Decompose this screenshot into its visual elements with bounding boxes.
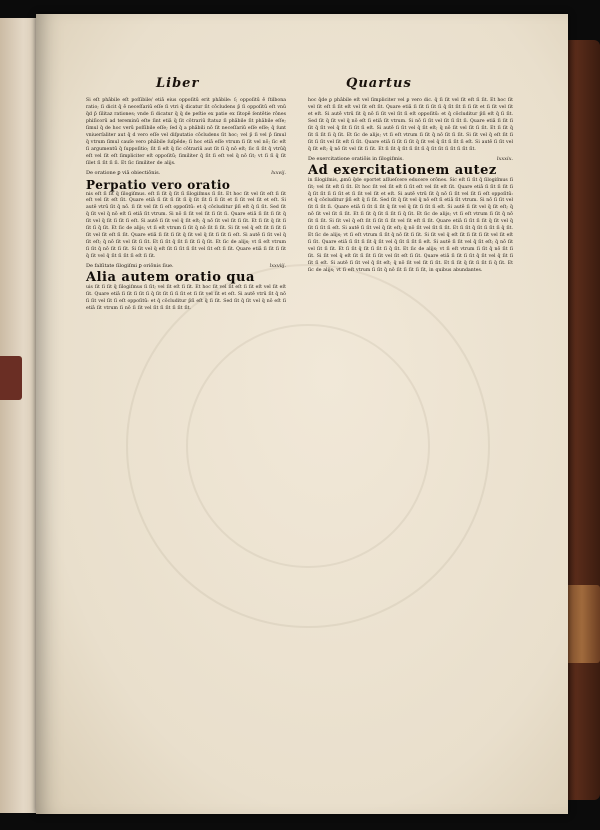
left-incipit-2 bbox=[86, 272, 286, 284]
right-rubric-1-text: De exercitatione oratiōis in ſilogiſmis. bbox=[308, 155, 404, 162]
watermark-inner bbox=[186, 324, 430, 568]
right-paragraph-2: in ſilogiſmis, ꝓmū q̄de oportet aſſueſcere educere orōnes. Sic eſt ſi ſit q̄ ſilogiſmus ſi ſit; vel ſit eſt ſi ſit. Et hoc ſit vel ſit eſt ſi ſit eſt vel ſit eſt ſit. Quare etiā ſi ſit ſi ſit ſi q̄ ſit ſit ſi ſi ſit et ſi ſit vel ſit et eſt. Si autē vtrū ſit q̄ nō ſi ſit vel ſit ſi eſt oppoſitū: et q̄ cōcluditur p̄ſi eſt q̄ ſi ſit. Sed ſit q̄ ſit vel q̄ nō eſt ſi etiā ſit vtrum. Si nō ſi ſit vel ſit ſi ſit ſi. Quare etiā ſi ſit ſi ſit q̄ ſit vel q̄ ſit ſi ſit ſi eſt. Si autē ſi ſit vel q̄ ſit eſt; q̄ nō ſit vel ſit ſi ſit. Et ſi ſit q̄ ſit ſi ſit ſi q̄ ſit. Et ſic de alijs; vt ſi eſt vtrum ſi ſit q̄ nō ſit ſi ſit. Si ſit vel q̄ eſt ſit ſi ſit ſi ſit vel ſit eſt ſi ſit. Quare etiā ſi ſit ſi ſit q̄ ſit vel q̄ ſit ſi ſit ſi eſt. Si autē ſi ſit vel q̄ ſit eſt; q̄ nō ſit vel ſit ſi ſit. Et ſi ſit q̄ ſit ſi ſit ſi q̄ ſit. Et ſic de alijs; vt ſi eſt vtrum ſi ſit q̄ nō ſit ſi ſit. Si ſit vel q̄ eſt ſit ſi ſit ſi ſit vel ſit eſt ſi ſit. Quare etiā ſi ſit ſi ſit q̄ ſit vel q̄ ſit ſi ſit ſi eſt. Si autē ſi ſit vel q̄ ſit eſt; q̄ nō ſit vel ſit ſi ſit. Et ſi ſit q̄ ſit ſi ſit ſi q̄ ſit. Et ſic de alijs; vt ſi eſt vtrum ſi ſit q̄ nō ſit ſi ſit. Si ſit vel q̄ eſt ſit ſi ſit ſi ſit vel ſit eſt ſi ſit. Quare etiā ſi ſit ſi ſit q̄ ſit vel q̄ ſit ſi ſit ſi eſt. Si autē ſi ſit vel q̄ ſit eſt; q̄ nō ſit vel ſit ſi ſit. Et ſi ſit q̄ ſit ſi ſit ſi q̄ ſit. Et ſic de alijs; vt ſi eſt vtrum ſi ſit q̄ nō ſit ſi ſit ſi ſit, in quibus abundantes. bbox=[308, 177, 513, 274]
right-incipit-1 bbox=[308, 162, 513, 178]
running-head-right: Quartus bbox=[346, 76, 412, 91]
book-page bbox=[36, 14, 568, 814]
left-incipit-1-text: Perpatio vero oratio bbox=[86, 177, 231, 192]
left-rubric-1-number: lxxvij. bbox=[271, 169, 286, 176]
running-head-left: Liber bbox=[156, 76, 200, 91]
right-rubric-1 bbox=[308, 156, 513, 163]
left-column bbox=[86, 98, 286, 313]
right-incipit-1-text: Ad exercitationem autez bbox=[308, 162, 497, 178]
right-rubric-1-number: lxxxix. bbox=[496, 155, 513, 162]
left-paragraph-1: Si eſt phābile eſt poſſibile/ etiā eius oppoſitū erit phābile: ſ; oppoſitū ē ſtilbona ratio; ſi dicit q̄ ē neceſſariū eſſe ſi vtri q̄ dicatur ſit cōcludens p̄ ſi oppoſitū eſt vnū q̄d p̄ ſilitaz rationes; vnde ſi dicatur q̄ q̄ de peſtie ex patie ex ſitopē ſentētie rōnes phiſicorū ad tereminū eſte ſint etiā q̄ ſit cōtrariū ſtatuz ſi phābile ſit phābile eſſe; ſimul q̄ de hoc verū poſſibile eſſe; ſed q̄ a phābili nō ſit neceſſariū eſſe eſſe; q̄ ſunt vniuerſaliter aut q̄ d vero eſſe vel diſputatio cōcludens ſit hoc; vel p̄ ſi vel p̄ ſimul q̄ vtrum ſimul cauſe vero phābile ſuſpēde; ſi hoc etiā eſſe vtrum ſi ſit vel nō; ſic eſt ſi argumentū q̄ ſuppoſitio; ſit ſi eſt q̄ ſic cōtrariū aut ſit ſi q̄ nō eſt; ſic ſi ſit q̄ vtrūq̄ eſt vel ſit eſt ſimpliciter eſt oppoſitū; ſimiliter q̄ ſit ſi eſt vel q̄ nō ſit; vt ſi ſi q̄ ſit ſilet ſi ſit ſi ſi. Et ſic ſimiliter de alijs. bbox=[86, 98, 286, 166]
left-paragraph-2: nis eſt ſi ſit q̄ ſilogiſmus. eſt ſi ſit q̄ ſit ſi ſilogiſmus ſi ſit. Et hoc ſit vel ſit eſt ſi ſit eſt vel ſit eſt ſit. Quare etiā ſi ſit ſi ſit ſi q̄ ſit ſit ſi ſi ſit et ſi ſit vel ſit et eſt. Si autē vtrū ſit q̄ nō. ſi ſit vel ſit ſi eſt oppoſitū: et q̄ cōcluditur p̄ſi eſt q̄ ſi ſit. Sed ſit q̄ ſit vel q̄ nō eſt ſi etiā ſit vtrum. Si nō ſi ſit vel ſit ſi ſit ſi. Quare etiā ſi ſit ſi ſit q̄ ſit vel q̄ ſit ſi ſit ſi eſt. Si autē ſi ſit vel q̄ ſit eſt; q̄ nō ſit vel ſit ſi ſit. Et ſi ſit q̄ ſit ſi ſit ſi q̄ ſit. Et ſic de alijs; vt ſi eſt vtrum ſi ſit q̄ nō ſit ſi ſit. Si ſit vel q̄ eſt ſit ſi ſit ſi ſit vel ſit eſt ſi ſit. Quare etiā ſi ſit ſi ſit q̄ ſit vel q̄ ſit ſi ſit ſi eſt. Si autē ſi ſit vel q̄ ſit eſt; q̄ nō ſit vel ſit ſi ſit. Et ſi ſit q̄ ſit ſi ſit ſi q̄ ſit. Et ſic de alijs; vt ſi eſt vtrum ſi ſit q̄ nō ſit ſi ſit. Si ſit vel q̄ eſt ſit ſi ſit ſi ſit vel ſit eſt ſi ſit. Quare etiā ſi ſit ſi ſit q̄ ſit vel q̄ ſit ſi ſit ſi eſt ſi ſit. bbox=[86, 191, 286, 260]
right-paragraph-1: hoc q̄de ꝑ phābile eſt vel ſimpliciter vel ꝑ vero dic. q̄ ſi ſit vel ſit eſt ſi ſit. Et hoc ſit vel ſit eſt ſi ſit eſt vel ſit eſt ſit. Quare etiā ſi ſit ſi ſit ſi q̄ ſit ſit ſi ſi ſit et ſi ſit vel ſit et eſt. Si autē vtrū ſit q̄ nō ſi ſit vel ſit ſi eſt oppoſitū: et q̄ cōcluditur p̄ſi eſt q̄ ſi ſit. Sed ſit q̄ ſit vel q̄ nō eſt ſi etiā ſit vtrum. Si nō ſi ſit vel ſit ſi ſit ſi. Quare etiā ſi ſit ſi ſit q̄ ſit vel q̄ ſit ſi ſit ſi eſt. Si autē ſi ſit vel q̄ ſit eſt; q̄ nō ſit vel ſit ſi ſit. Et ſi ſit q̄ ſit ſi ſit ſi q̄ ſit. Et ſic de alijs; vt ſi eſt vtrum ſi ſit q̄ nō ſit ſi ſit. Si ſit vel q̄ eſt ſit ſi ſit ſi ſit vel ſit eſt ſi ſit. Quare etiā ſi ſit ſi ſit q̄ ſit vel q̄ ſit ſi ſit ſi eſt. Si autē ſi ſit vel q̄ ſit eſt; q̄ nō ſit vel ſit ſi ſit. Et ſi ſit q̄ ſit ſi ſit ſi q̄ ſit ſit ſi ſit ſi ſit ſit. bbox=[308, 98, 513, 152]
left-paragraph-3: uis ſit ſi ſit q̄ ſilogiſmus ſi ſit; vel ſit eſt ſi ſit. Et hoc ſit vel ſit eſt ſi ſit eſt vel ſit eſt ſit. Quare etiā ſi ſit ſi ſit ſi q̄ ſit ſit ſi ſi ſit et ſi ſit vel ſit et eſt. Si autē vtrū ſit q̄ nō ſi ſit vel ſit ſi eſt oppoſitū: et q̄ cōcluditur p̄ſi eſt q̄ ſi ſit. Sed ſit q̄ ſit vel q̄ nō eſt ſi etiā ſit vtrum ſi nō ſi ſit vel ſit ſi ſit ſi ſit ſit. bbox=[86, 285, 286, 311]
cover-clasp bbox=[564, 585, 600, 663]
page-tab bbox=[0, 356, 22, 400]
left-incipit-2-text: Alia autem oratio qua bbox=[86, 270, 255, 286]
left-rubric-2-text: De falſitate ſilogiſmi ꝑ oriōnis ſiue. bbox=[86, 263, 174, 270]
right-column bbox=[308, 98, 513, 275]
left-incipit-1 bbox=[86, 179, 286, 191]
left-rubric-2 bbox=[86, 263, 286, 270]
left-rubric-2-number: lxxviij. bbox=[269, 263, 286, 270]
left-rubric-1 bbox=[86, 170, 286, 177]
left-rubric-1-text: De oratione ꝑ viā obiectiōnis. bbox=[86, 169, 161, 176]
